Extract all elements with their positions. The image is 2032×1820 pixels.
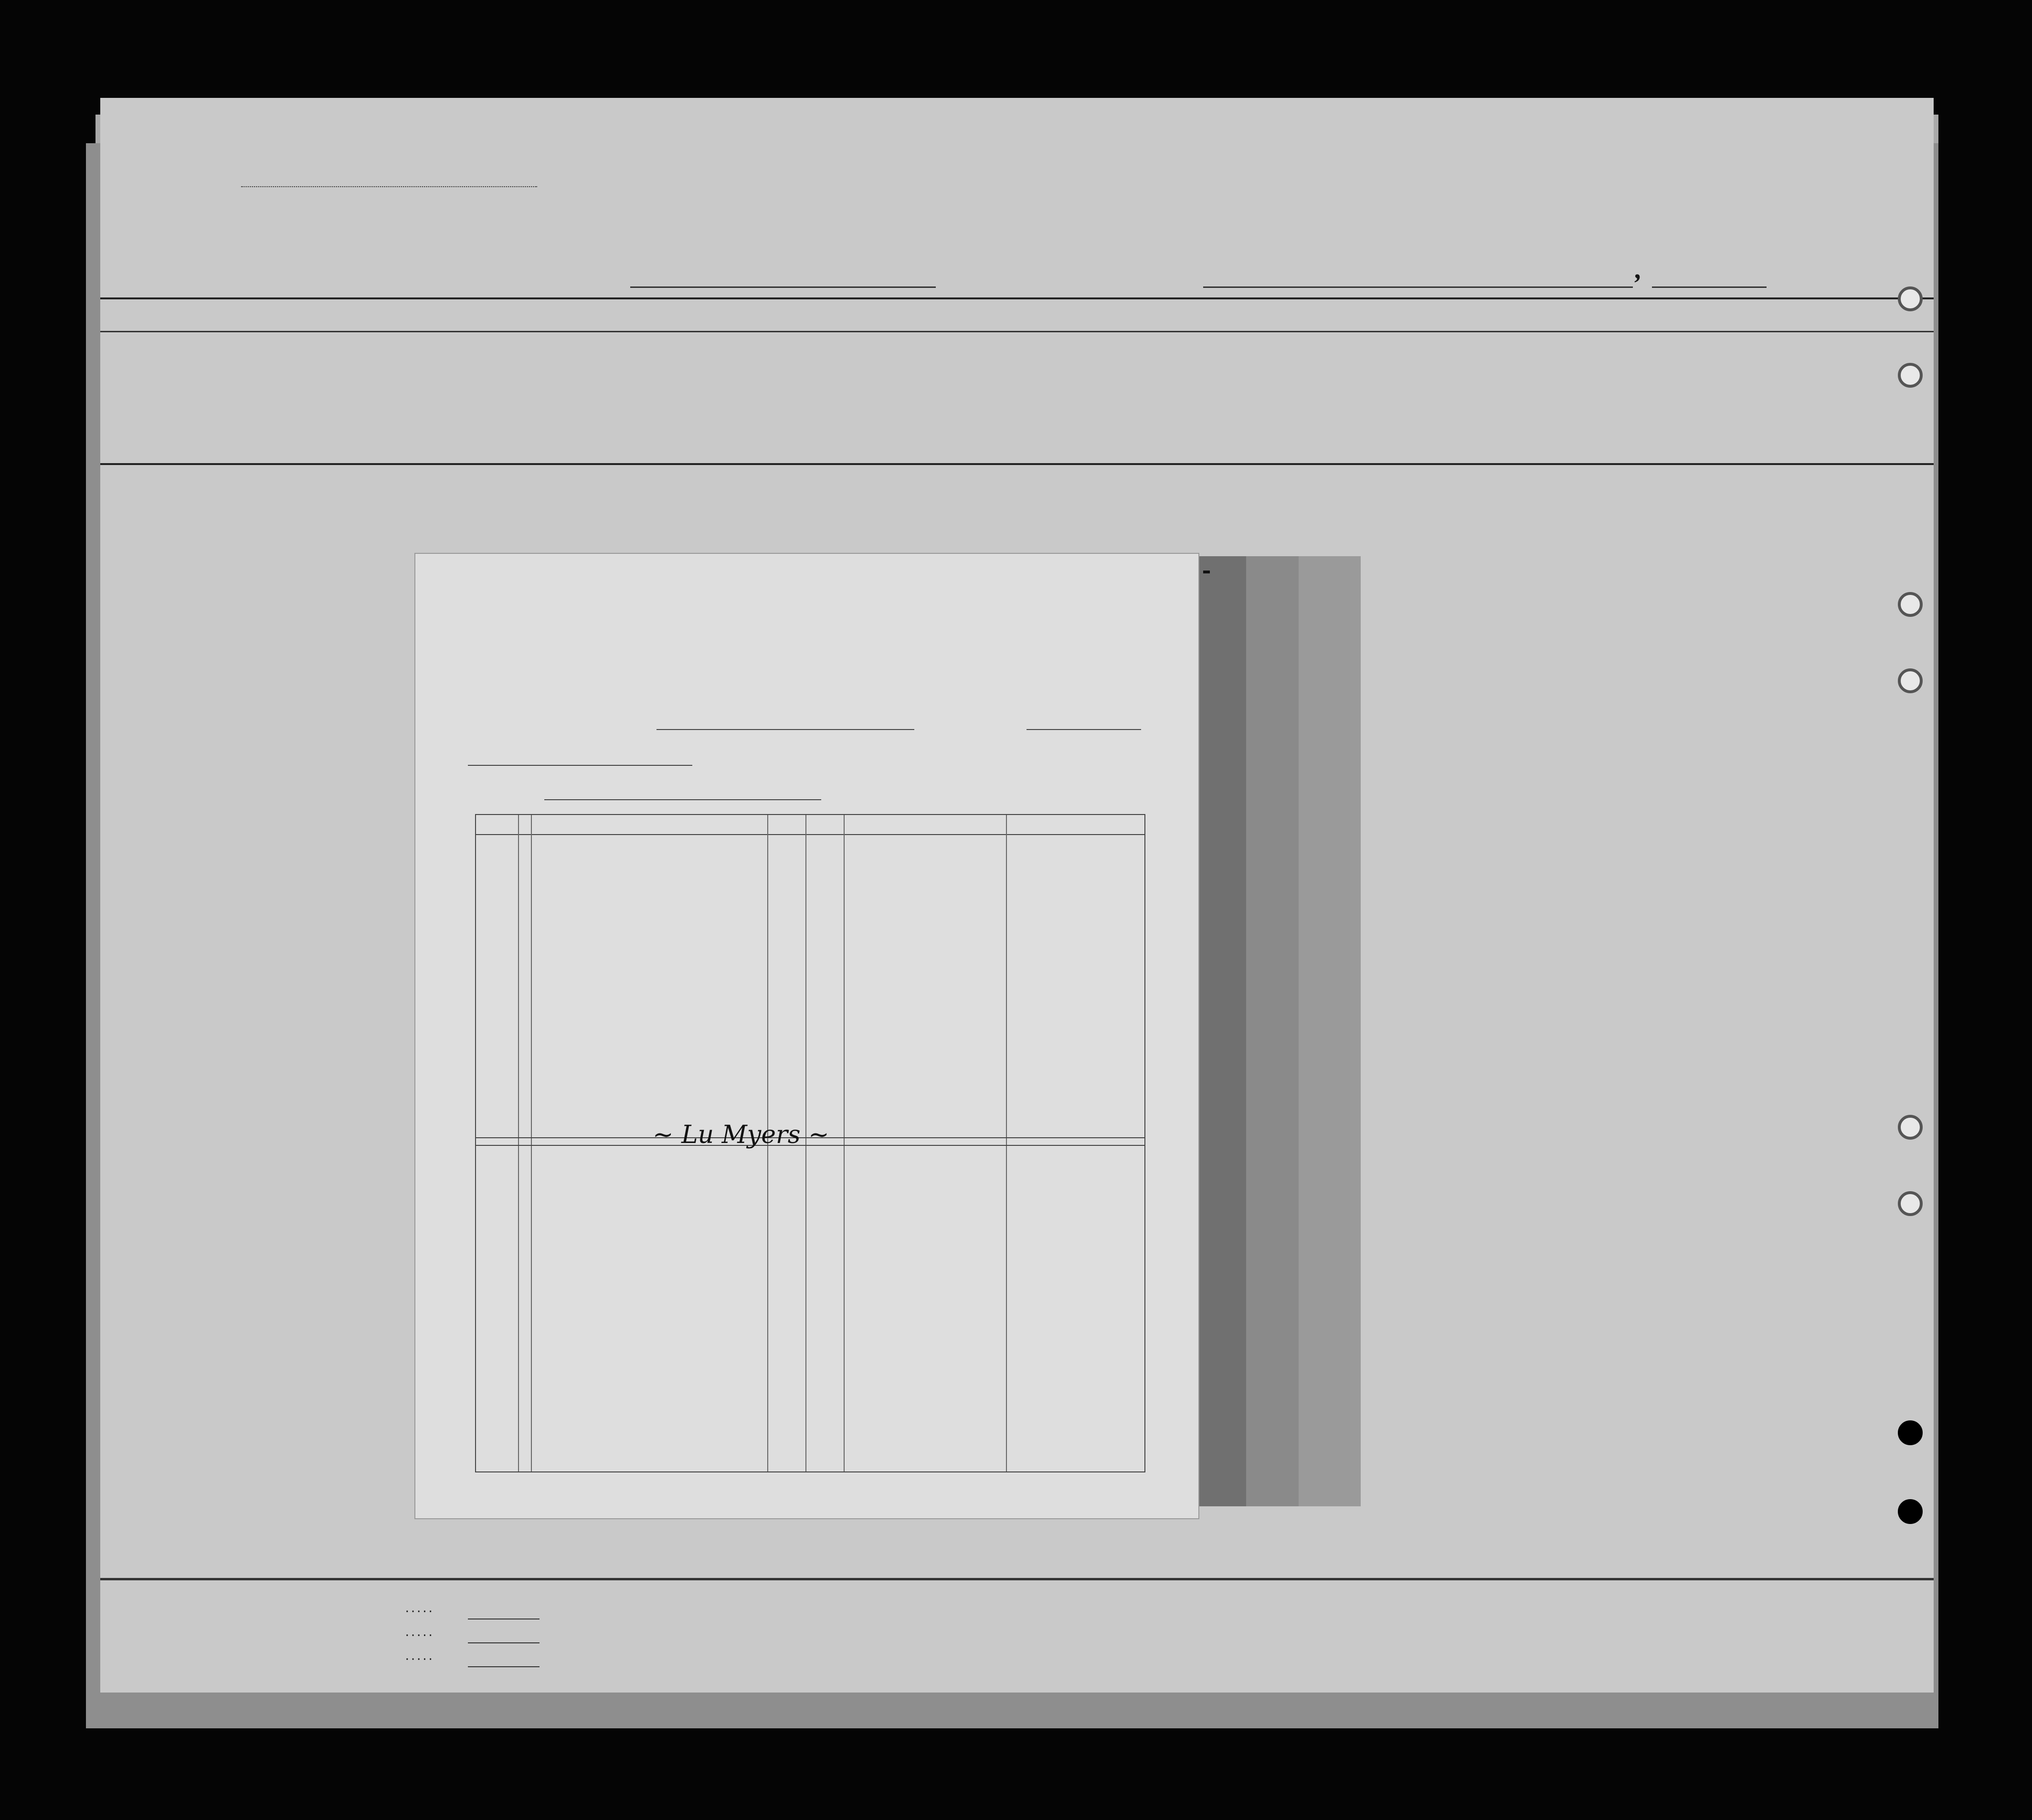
binder-hole xyxy=(1898,1499,1923,1524)
grid-top-rule xyxy=(100,297,1934,299)
binder-hole xyxy=(1898,1420,1923,1445)
passenger-table-header xyxy=(476,815,1144,835)
total-dots: · · · · · xyxy=(406,1607,433,1617)
binder-hole xyxy=(1898,363,1923,388)
carried-from-line xyxy=(656,729,914,730)
master-list-card xyxy=(415,554,1198,1518)
comma-separator: , xyxy=(1635,255,1642,285)
country-line xyxy=(468,765,692,766)
date-line xyxy=(1027,729,1141,730)
us-citizens-field xyxy=(468,1642,540,1643)
binder-hole xyxy=(1898,286,1923,311)
ship-line xyxy=(630,286,936,288)
landing-line xyxy=(544,799,821,800)
grid-number-rule xyxy=(100,331,1934,332)
binder-hole xyxy=(1898,592,1923,617)
binder-hole xyxy=(1898,1191,1923,1216)
list-blank xyxy=(241,186,537,187)
passenger-table xyxy=(475,814,1145,1472)
sailing-from-blank xyxy=(1203,286,1633,288)
tab-1 xyxy=(1198,556,1247,1506)
date-blank xyxy=(1652,286,1767,288)
grid-bottom-rule xyxy=(100,1578,1934,1580)
aliens-dots: · · · · · xyxy=(406,1654,433,1665)
grid-header-rule xyxy=(100,463,1934,465)
inspector-signature: ~ Lu Myers ~ xyxy=(653,1121,829,1149)
tab-3 xyxy=(1299,556,1361,1506)
binder-hole xyxy=(1898,1115,1923,1140)
binder-hole xyxy=(1898,668,1923,693)
aliens-field xyxy=(468,1666,540,1667)
tab-1-label xyxy=(1203,571,1210,573)
citizens-dots: · · · · · xyxy=(406,1630,433,1641)
tab-2 xyxy=(1246,556,1300,1506)
